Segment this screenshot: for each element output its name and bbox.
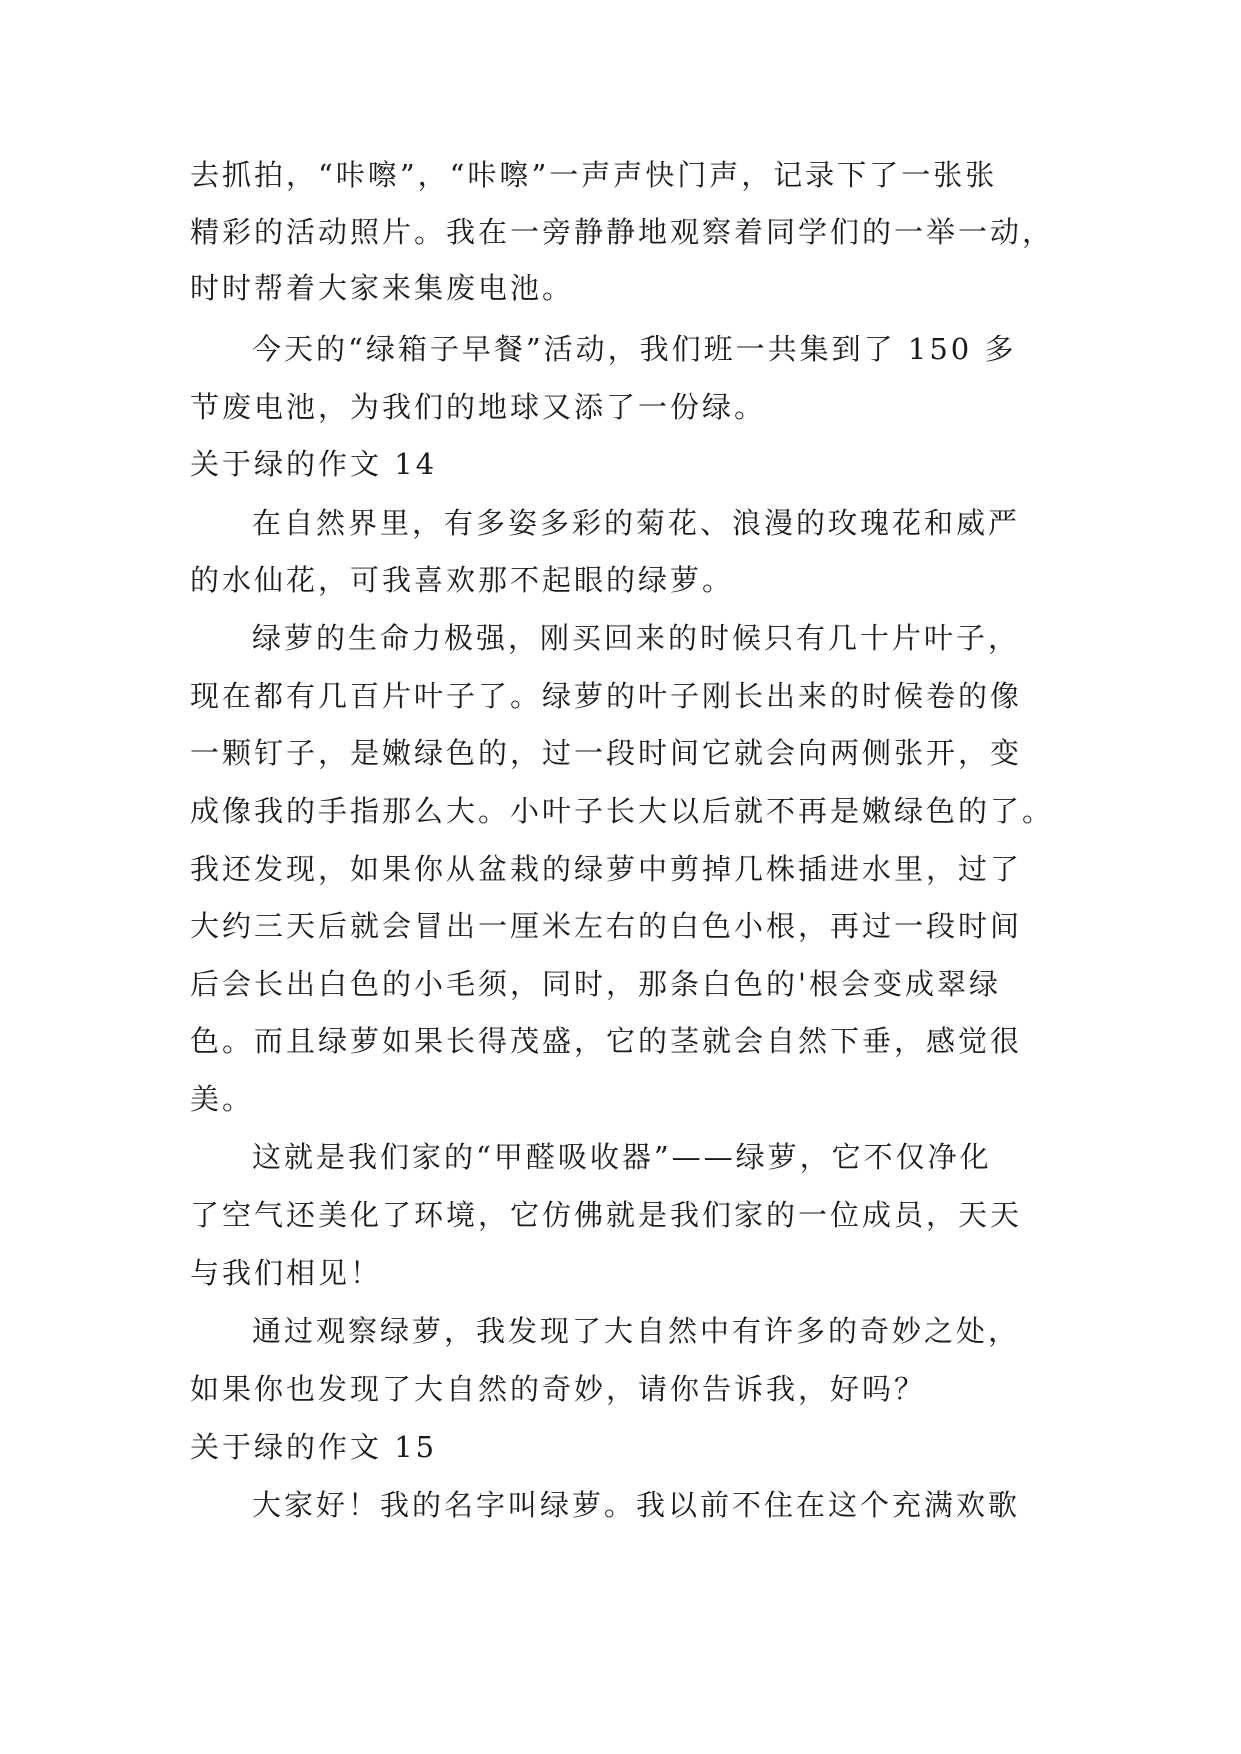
text-line: 大约三天后就会冒出一厘米左右的白色小根，再过一段时间: [190, 909, 1023, 943]
text-line: 如果你也发现了大自然的奇妙，请你告诉我，好吗？: [190, 1372, 927, 1406]
text-line: 精彩的活动照片。我在一旁静静地观察着同学们的一举一动，: [190, 215, 1055, 249]
paragraph-start-line: 绿萝的生命力极强，刚买回来的时候只有几十片叶子，: [252, 621, 1021, 655]
paragraph-start-line: 今天的“绿箱子早餐”活动，我们班一共集到了 150 多: [252, 332, 1017, 366]
paragraph-start-line: 这就是我们家的“甲醛吸收器”——绿萝，它不仅净化: [252, 1140, 992, 1174]
text-line: 现在都有几百片叶子了。绿萝的叶子刚长出来的时候卷的像: [190, 679, 1023, 713]
text-line: 的水仙花，可我喜欢那不起眼的绿萝。: [190, 563, 735, 597]
text-line: 时时帮着大家来集废电池。: [190, 271, 575, 305]
text-line: 与我们相见！: [190, 1256, 383, 1290]
section-heading: 关于绿的作文 15: [190, 1430, 438, 1464]
text-line: 去抓拍，“咔嚓”，“咔嚓”一声声快门声，记录下了一张张: [190, 158, 998, 192]
text-line: 节废电池，为我们的地球又添了一份绿。: [190, 390, 767, 424]
text-line: 我还发现，如果你从盆栽的绿萝中剪掉几株插进水里，过了: [190, 852, 1023, 886]
text-line: 色。而且绿萝如果长得茂盛，它的茎就会自然下垂，感觉很: [190, 1024, 1023, 1058]
text-line: 后会长出白色的小毛须，同时，那条白色的'根会变成翠绿: [190, 967, 1001, 1001]
text-line: 一颗钉子，是嫩绿色的，过一段时间它就会向两侧张开，变: [190, 736, 1023, 770]
text-line: 美。: [190, 1082, 255, 1116]
text-line: 了空气还美化了环境，它仿佛就是我们家的一位成员，天天: [190, 1198, 1023, 1232]
paragraph-start-line: 在自然界里，有多姿多彩的菊花、浪漫的玫瑰花和威严: [252, 506, 1021, 540]
section-heading: 关于绿的作文 14: [190, 447, 438, 481]
text-line: 成像我的手指那么大。小叶子长大以后就不再是嫩绿色的了。: [190, 794, 1055, 828]
paragraph-start-line: 通过观察绿萝，我发现了大自然中有许多的奇妙之处，: [252, 1314, 1021, 1348]
paragraph-start-line: 大家好！我的名字叫绿萝。我以前不住在这个充满欢歌: [252, 1488, 1021, 1522]
